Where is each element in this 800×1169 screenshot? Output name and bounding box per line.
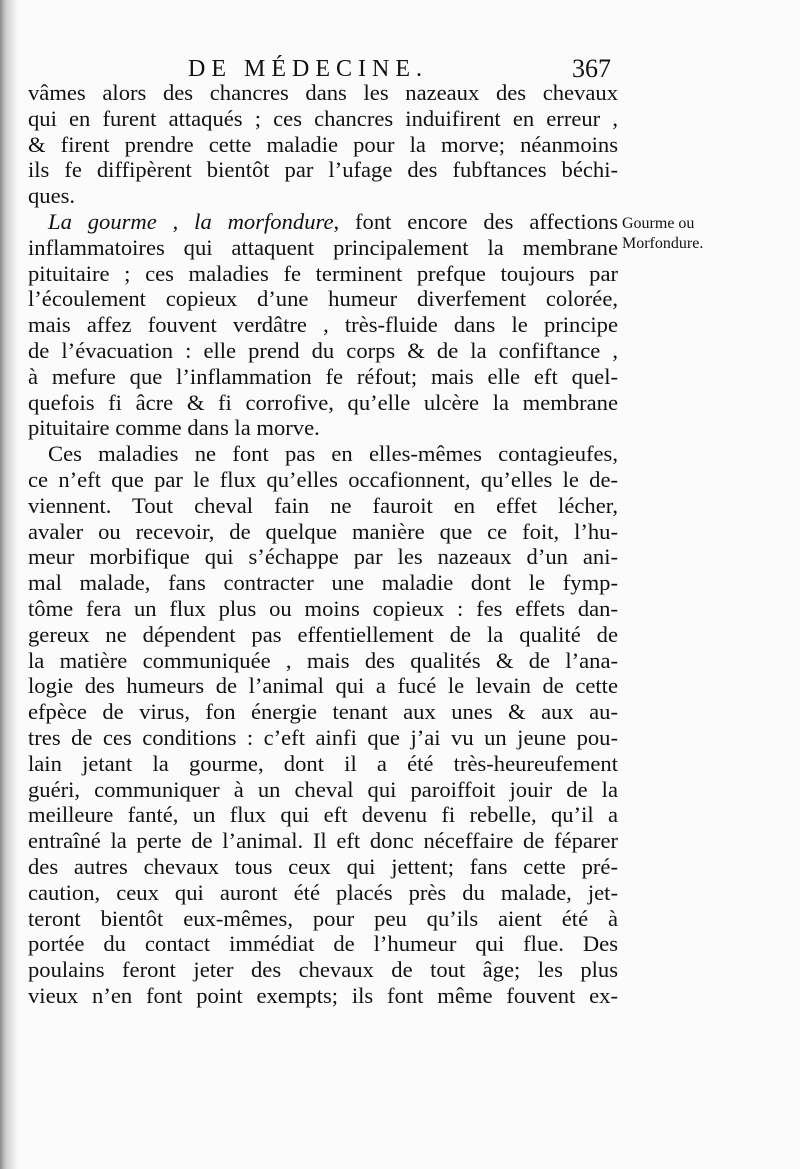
text-line: qui en furent attaqués ; ces chancres induifirent en erreur ,: [28, 105, 618, 131]
text-line: Ces maladies ne font pas en elles-mêmes contagieufes,: [48, 441, 618, 467]
text-line: ques.: [28, 183, 76, 209]
text-line: entraîné la perte de l’animal. Il eft donc néceffaire de féparer: [28, 828, 618, 854]
paragraph: [28, 80, 618, 209]
text-line: teront bientôt eux-mêmes, pour peu qu’ils aient été à: [28, 905, 618, 931]
margin-note: [622, 214, 772, 254]
text-line: ce n’eft que par le flux qu’elles occafionnent, qu’elles le de-: [28, 466, 618, 492]
text-line: inflammatoires qui attaquent principalement la membrane: [28, 234, 618, 260]
text-line: meilleure fanté, un flux qui eft devenu fi rebelle, qu’il a: [28, 802, 618, 828]
text-line: pituitaire ; ces maladies fe terminent prefque toujours par: [28, 260, 618, 286]
text-line: caution, ceux qui auront été placés près du malade, jet-: [28, 879, 618, 905]
page-gutter-shadow: [0, 0, 20, 1169]
paragraph: [28, 209, 618, 441]
text-line: efpèce de virus, fon énergie tenant aux unes & aux au-: [28, 699, 618, 725]
text-line: mal malade, fans contracter une maladie dont le fymp-: [28, 570, 618, 596]
paragraph: [28, 441, 618, 1009]
text-line: vâmes alors des chancres dans les nazeaux des chevaux: [28, 80, 618, 105]
text-line: meur morbifique qui s’échappe par les nazeaux d’un ani-: [28, 544, 618, 570]
text-line: tres de ces conditions : c’eft ainfi que j’ai vu un jeune pou-: [28, 724, 618, 750]
text-line: avaler ou recevoir, de quelque manière que ce foit, l’hu-: [28, 518, 618, 544]
text-line: la matière communiquée , mais des qualités & de l’ana-: [28, 647, 618, 673]
text-line: à mefure que l’inflammation fe réfout; mais elle eft quel-: [28, 363, 618, 389]
text-line: viennent. Tout cheval fain ne fauroit en effet lécher,: [28, 492, 618, 518]
margin-note-line: Gourme ou: [622, 215, 695, 232]
text-line-first: [28, 209, 618, 235]
text-fragment: , font encore des affections: [333, 208, 618, 234]
text-line: ils fe diffipèrent bientôt par l’ufage des fubftances béchi-: [28, 157, 618, 183]
body-text: [28, 80, 618, 1009]
text-line: l’écoulement copieux d’une humeur diverfement colorée,: [28, 286, 618, 312]
margin-note-line: Morfondure.: [622, 235, 704, 252]
running-title: DE MÉDECINE.: [188, 56, 428, 82]
text-line: poulains feront jeter des chevaux de tout âge; les plus: [28, 957, 618, 983]
text-line: lain jetant la gourme, dont il a été très-heureufement: [28, 750, 618, 776]
separator: ,: [156, 208, 195, 234]
text-line: vieux n’en font point exempts; ils font même fouvent ex-: [28, 982, 618, 1008]
text-line: de l’évacuation : elle prend du corps & de la confiftance ,: [28, 337, 618, 363]
text-line: logie des humeurs de l’animal qui a fucé le levain de cette: [28, 673, 618, 699]
italic-term: La gourme: [48, 208, 157, 234]
text-line: mais affez fouvent verdâtre , très-fluide dans le principe: [28, 312, 618, 338]
text-line: quefois fi âcre & fi corrofive, qu’elle ulcère la membrane: [28, 389, 618, 415]
text-line: & firent prendre cette maladie pour la morve; néanmoins: [28, 131, 618, 157]
text-line: des autres chevaux tous ceux qui jettent; fans cette pré-: [28, 853, 618, 879]
text-line: tôme fera un flux plus ou moins copieux : fes effets dan-: [28, 595, 618, 621]
text-line: pituitaire comme dans la morve.: [28, 415, 320, 441]
italic-term: la morfondure: [194, 208, 334, 234]
text-line: gereux ne dépendent pas effentiellement de la qualité de: [28, 621, 618, 647]
page-number: 367: [572, 54, 611, 83]
text-line: portée du contact immédiat de l’humeur qui flue. Des: [28, 931, 618, 957]
text-line: guéri, communiquer à un cheval qui paroiffoit jouir de la: [28, 776, 618, 802]
